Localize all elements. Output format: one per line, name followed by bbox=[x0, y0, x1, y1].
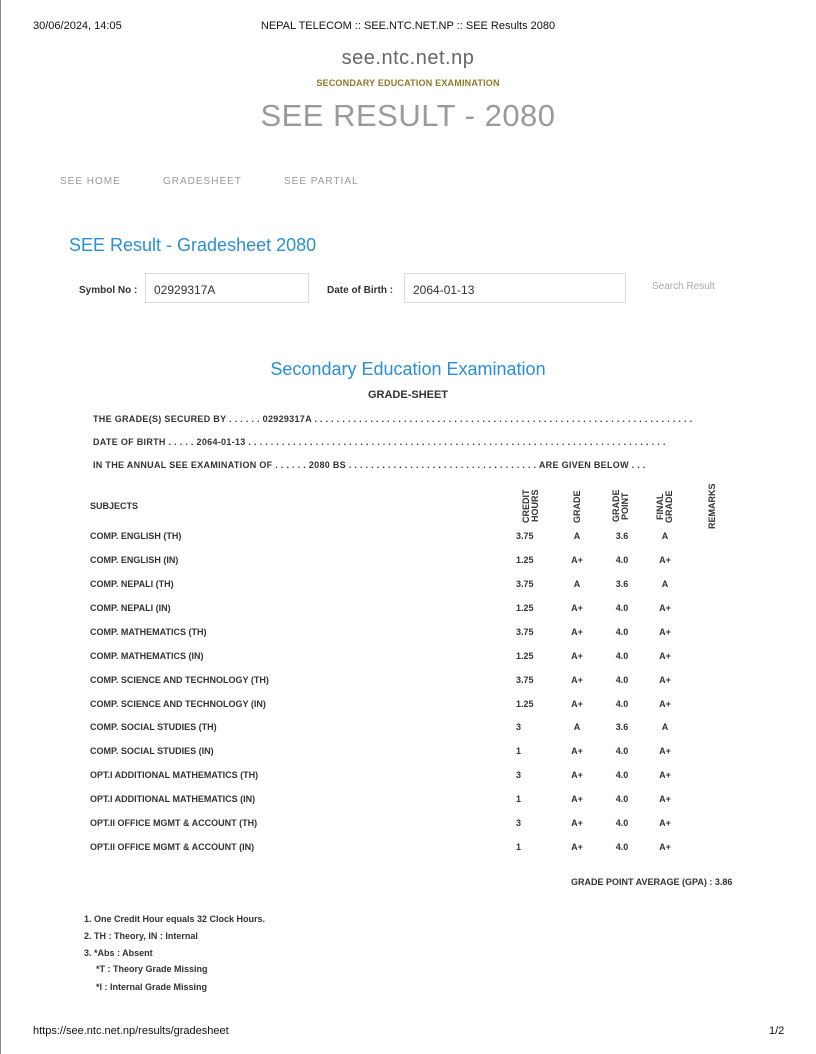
print-footer-url: https://see.ntc.net.np/results/gradesheet bbox=[33, 1025, 229, 1037]
grade-point-cell: 4.0 bbox=[615, 603, 629, 613]
grade-cell: A+ bbox=[571, 603, 583, 613]
subject-cell: OPT.II OFFICE MGMT & ACCOUNT (IN) bbox=[90, 842, 255, 852]
final-grade-cell: A+ bbox=[659, 627, 671, 637]
grade-point-cell: 3.6 bbox=[615, 722, 629, 732]
credit-cell: 1.25 bbox=[516, 555, 534, 565]
subject-cell: COMP. MATHEMATICS (IN) bbox=[90, 651, 204, 661]
grade-cell: A+ bbox=[571, 627, 583, 637]
table-row bbox=[0, 842, 816, 862]
grade-point-cell: 3.6 bbox=[615, 579, 629, 589]
grade-cell: A bbox=[573, 579, 581, 589]
grade-cell: A+ bbox=[571, 555, 583, 565]
grade-cell: A bbox=[573, 531, 581, 541]
credit-cell: 1 bbox=[516, 842, 522, 852]
credit-cell: 3 bbox=[516, 722, 522, 732]
table-row bbox=[0, 818, 816, 838]
credit-cell: 3.75 bbox=[516, 531, 534, 541]
subject-cell: COMP. MATHEMATICS (TH) bbox=[90, 627, 207, 637]
final-grade-cell: A+ bbox=[659, 699, 671, 709]
date-of-birth-line: DATE OF BIRTH . . . . . 2064-01-13 . . . . . . . . . . . . . . . . . . . . . . . . . . . . . . . . . . . . . . . . . . . . . . . . . . . . . . . . . . . . . . . . . . . . . . . . . . . bbox=[93, 437, 666, 447]
credit-cell: 1 bbox=[516, 794, 522, 804]
grade-cell: A+ bbox=[571, 818, 583, 828]
subject-cell: COMP. NEPALI (IN) bbox=[90, 603, 171, 613]
final-grade-cell: A+ bbox=[659, 818, 671, 828]
subject-cell: COMP. ENGLISH (TH) bbox=[90, 531, 182, 541]
symbol-label: Symbol No : bbox=[79, 285, 138, 296]
grade-point-cell: 4.0 bbox=[615, 627, 629, 637]
table-row bbox=[0, 651, 816, 671]
sheet-title: Secondary Education Examination bbox=[270, 359, 546, 379]
table-row bbox=[0, 770, 816, 790]
table-row bbox=[0, 603, 816, 623]
print-page-number: 1/2 bbox=[769, 1025, 785, 1037]
table-row bbox=[0, 794, 816, 814]
grades-secured-line: THE GRADE(S) SECURED BY . . . . . . 02929317A . . . . . . . . . . . . . . . . . . . . . . . . . . . . . . . . . . . . . . . . . . . . . . . . . . . . . . . . . . . . . . . . . . . . bbox=[93, 414, 693, 424]
dob-label: Date of Birth : bbox=[327, 285, 394, 296]
note-internal-missing: *I : Internal Grade Missing bbox=[96, 982, 208, 992]
table-row bbox=[0, 675, 816, 695]
note-theory-internal: 2. TH : Theory, IN : Internal bbox=[84, 931, 198, 941]
grade-point-cell: 4.0 bbox=[615, 794, 629, 804]
grade-cell: A+ bbox=[571, 675, 583, 685]
grade-cell: A+ bbox=[571, 794, 583, 804]
final-grade-cell: A+ bbox=[659, 675, 671, 685]
nav-see-partial[interactable]: SEE PARTIAL bbox=[284, 176, 359, 187]
table-row bbox=[0, 531, 816, 551]
final-grade-cell: A bbox=[661, 579, 669, 589]
credit-cell: 1.25 bbox=[516, 699, 534, 709]
note-absent: 3. *Abs : Absent bbox=[84, 948, 153, 958]
credit-cell: 1.25 bbox=[516, 603, 534, 613]
final-grade-cell: A+ bbox=[659, 603, 671, 613]
credit-cell: 3 bbox=[516, 770, 522, 780]
grade-point-cell: 4.0 bbox=[615, 818, 629, 828]
header-grade-point: GRADE POINT bbox=[611, 489, 630, 523]
final-grade-cell: A+ bbox=[659, 770, 671, 780]
nav-see-home[interactable]: SEE HOME bbox=[60, 176, 121, 187]
gpa-summary: GRADE POINT AVERAGE (GPA) : 3.86 bbox=[571, 877, 733, 887]
grade-cell: A+ bbox=[571, 699, 583, 709]
subject-cell: COMP. SOCIAL STUDIES (IN) bbox=[90, 746, 214, 756]
final-grade-cell: A+ bbox=[659, 842, 671, 852]
table-row bbox=[0, 746, 816, 766]
subject-cell: COMP. ENGLISH (IN) bbox=[90, 555, 179, 565]
grade-point-cell: 4.0 bbox=[615, 651, 629, 661]
final-grade-cell: A+ bbox=[659, 746, 671, 756]
header-final-grade: FINAL GRADE bbox=[655, 490, 674, 523]
grade-point-cell: 4.0 bbox=[615, 770, 629, 780]
table-row bbox=[0, 555, 816, 575]
table-row bbox=[0, 579, 816, 599]
credit-cell: 3 bbox=[516, 818, 522, 828]
site-subtitle: SECONDARY EDUCATION EXAMINATION bbox=[316, 78, 500, 88]
sheet-subtitle: GRADE-SHEET bbox=[367, 389, 449, 401]
grade-cell: A+ bbox=[571, 746, 583, 756]
grade-cell: A+ bbox=[571, 842, 583, 852]
final-grade-cell: A+ bbox=[659, 651, 671, 661]
header-grade: GRADE bbox=[572, 490, 582, 523]
symbol-input[interactable]: 02929317A bbox=[145, 273, 309, 303]
table-row bbox=[0, 627, 816, 647]
print-title: NEPAL TELECOM :: SEE.NTC.NET.NP :: SEE Results 2080 bbox=[260, 20, 556, 32]
credit-cell: 1.25 bbox=[516, 651, 534, 661]
credit-cell: 3.75 bbox=[516, 675, 534, 685]
credit-cell: 3.75 bbox=[516, 627, 534, 637]
subject-cell: OPT.II OFFICE MGMT & ACCOUNT (TH) bbox=[90, 818, 258, 828]
credit-cell: 1 bbox=[516, 746, 522, 756]
nav-gradesheet[interactable]: GRADESHEET bbox=[163, 176, 242, 187]
subject-cell: COMP. SCIENCE AND TECHNOLOGY (IN) bbox=[90, 699, 266, 709]
subject-cell: OPT.I ADDITIONAL MATHEMATICS (IN) bbox=[90, 794, 256, 804]
grade-point-cell: 3.6 bbox=[615, 531, 629, 541]
table-row bbox=[0, 699, 816, 719]
subject-cell: COMP. SCIENCE AND TECHNOLOGY (TH) bbox=[90, 675, 269, 685]
gradesheet-heading: SEE Result - Gradesheet 2080 bbox=[69, 235, 317, 255]
dob-input[interactable]: 2064-01-13 bbox=[404, 273, 626, 303]
page-title: SEE RESULT - 2080 bbox=[260, 98, 556, 133]
grade-point-cell: 4.0 bbox=[615, 746, 629, 756]
print-datetime: 30/06/2024, 14:05 bbox=[33, 20, 122, 32]
note-theory-missing: *T : Theory Grade Missing bbox=[96, 964, 208, 974]
credit-cell: 3.75 bbox=[516, 579, 534, 589]
final-grade-cell: A+ bbox=[659, 555, 671, 565]
note-credit-hour: 1. One Credit Hour equals 32 Clock Hours. bbox=[84, 914, 266, 924]
site-name[interactable]: see.ntc.net.np bbox=[341, 47, 475, 69]
search-result-button[interactable]: Search Result bbox=[652, 281, 715, 292]
grade-cell: A+ bbox=[571, 770, 583, 780]
subject-cell: COMP. SOCIAL STUDIES (TH) bbox=[90, 722, 217, 732]
subject-cell: COMP. NEPALI (TH) bbox=[90, 579, 174, 589]
grade-cell: A bbox=[573, 722, 581, 732]
page-left-border bbox=[0, 0, 1, 1054]
final-grade-cell: A bbox=[661, 531, 669, 541]
grade-cell: A+ bbox=[571, 651, 583, 661]
grade-point-cell: 4.0 bbox=[615, 675, 629, 685]
header-remarks: REMARKS bbox=[707, 483, 717, 529]
final-grade-cell: A+ bbox=[659, 794, 671, 804]
grade-point-cell: 4.0 bbox=[615, 555, 629, 565]
exam-year-line: IN THE ANNUAL SEE EXAMINATION OF . . . . . . 2080 BS . . . . . . . . . . . . . . . . . . . . . . . . . . . . . . . . . . ARE GIVEN BELOW . . . bbox=[93, 460, 646, 470]
grade-point-cell: 4.0 bbox=[615, 699, 629, 709]
table-row bbox=[0, 722, 816, 742]
grade-point-cell: 4.0 bbox=[615, 842, 629, 852]
header-credit-hours: CREDIT HOURS bbox=[521, 489, 540, 523]
subject-cell: OPT.I ADDITIONAL MATHEMATICS (TH) bbox=[90, 770, 259, 780]
final-grade-cell: A bbox=[661, 722, 669, 732]
header-subjects: SUBJECTS bbox=[90, 501, 139, 511]
